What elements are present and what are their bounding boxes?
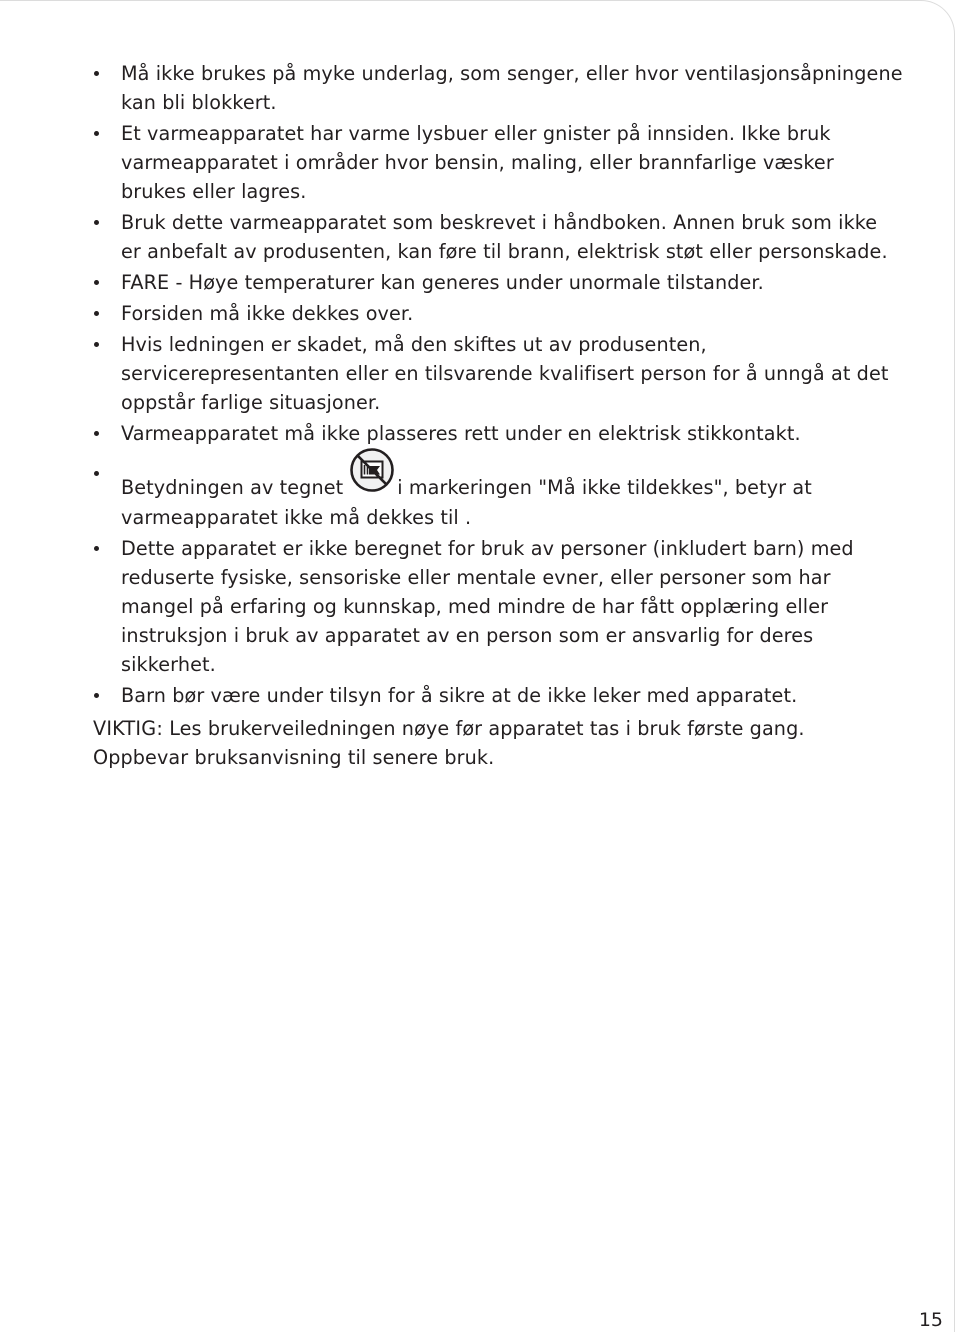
- list-item-symbol-warning: [93, 459, 903, 532]
- page-number: 15: [918, 1309, 943, 1331]
- list-item: Må ikke brukes på myke underlag, som senger, eller hvor ventilasjonsåpningene kan bli blokkert.: [93, 59, 903, 117]
- do-not-cover-icon: [349, 459, 393, 503]
- important-label: VIKTIG:: [93, 717, 163, 740]
- list-item: Barn bør være under tilsyn for å sikre at de ikke leker med apparatet.: [93, 681, 903, 710]
- list-item: FARE - Høye temperaturer kan generes under unormale tilstander.: [93, 268, 903, 297]
- symbol-warning-text-before: Betydningen av tegnet: [121, 476, 344, 499]
- list-item: Varmeapparatet må ikke plasseres rett under en elektrisk stikkontakt.: [93, 419, 903, 448]
- list-item: Hvis ledningen er skadet, må den skiftes ut av produsenten, servicerepresentanten eller en tilsvarende kvalifisert person for å unngå at det oppstår farlige situasjoner.: [93, 330, 903, 417]
- symbol-warning-text-after: i markeringen "Må ikke tildekkes", betyr at varmeapparatet ikke må dekkes til .: [121, 476, 812, 529]
- list-item: Et varmeapparatet har varme lysbuer eller gnister på innsiden. Ikke bruk varmeapparatet i områder hvor bensin, maling, eller brannfarlige væsker brukes eller lagres.: [93, 119, 903, 206]
- list-item: Forsiden må ikke dekkes over.: [93, 299, 903, 328]
- important-text: Les brukerveiledningen nøye før apparatet tas i bruk første gang. Oppbevar bruksanvisning til senere bruk.: [93, 717, 805, 769]
- list-item: Dette apparatet er ikke beregnet for bruk av personer (inkludert barn) med reduserte fysiske, sensoriske eller mentale evner, eller personer som har mangel på erfaring og kunnskap, med mindre de har fått opplæring eller instruksjon i bruk av apparatet av en person som er ansvarlig for deres sikkerhet.: [93, 534, 903, 679]
- important-note: [93, 714, 903, 772]
- safety-instructions: [93, 59, 903, 772]
- warning-list: [93, 59, 903, 710]
- list-item: Bruk dette varmeapparatet som beskrevet i håndboken. Annen bruk som ikke er anbefalt av produsenten, kan føre til brann, elektrisk støt eller personskade.: [93, 208, 903, 266]
